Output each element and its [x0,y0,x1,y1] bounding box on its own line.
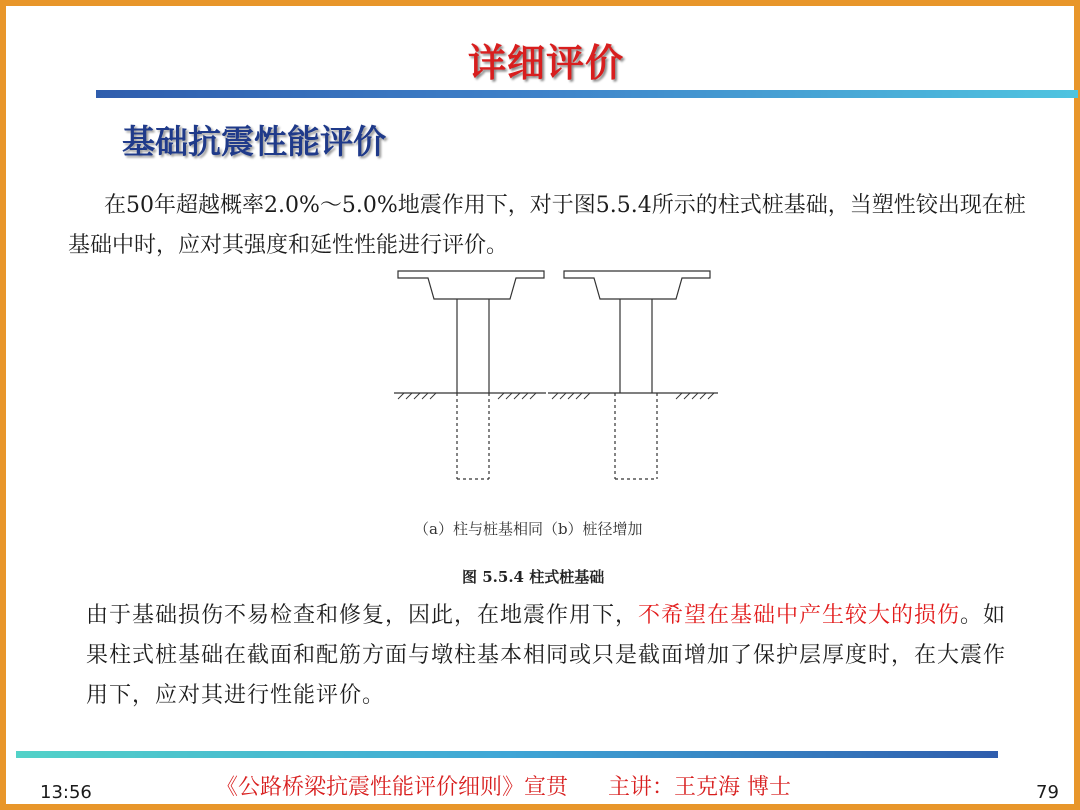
page-number: 79 [1036,782,1059,803]
figure-b-pile [615,393,657,479]
figure-a-column-equal-pile [394,271,546,479]
intro-paragraph: 在50年超越概率2.0%～5.0%地震作用下，对于图5.5.4所示的柱式桩基础，当塑性铰出现在桩基础中时，应对其强度和延性性能进行评价。 [68,193,1026,258]
footer-time: 13:56 [40,782,92,803]
conclusion-paragraph [86,596,1026,716]
footer-divider [16,751,998,758]
footer-lecturer: 主讲：王克海 博士 [608,775,792,800]
conclusion-highlight: 不希望在基础中产生较大的损伤 [638,603,961,628]
figure-caption: 图 5.5.4 柱式桩基础 [462,568,605,586]
footer-course-title: 《公路桥梁抗震性能评价细则》宣贯 [216,775,569,800]
pile-foundation-figure [386,261,726,501]
footer-course-info [216,770,791,801]
figure-a-cap-beam [398,271,544,299]
slide-title: 详细评价 [467,41,624,85]
figure-a-ground-hatch [398,393,536,399]
conclusion-text-2: 。如果柱式桩基础在截面和配筋方面与墩柱基本相同或只是截面增加了保护层厚度时，在大震作用下，应对其进行性能评价。 [86,603,1007,708]
figure-a-pile [457,393,489,479]
figure-b-ground-hatch [552,393,714,399]
figure-b-cap-beam [564,271,710,299]
figure-b-enlarged-pile [548,271,718,479]
figure-subcaption: （a）柱与桩基相同（b）桩径增加 [414,520,643,538]
section-heading: 基础抗震性能评价 [122,122,386,161]
conclusion-text-1: 由于基础损伤不易检查和修复，因此，在地震作用下， [86,603,639,628]
title-divider [96,90,1078,98]
